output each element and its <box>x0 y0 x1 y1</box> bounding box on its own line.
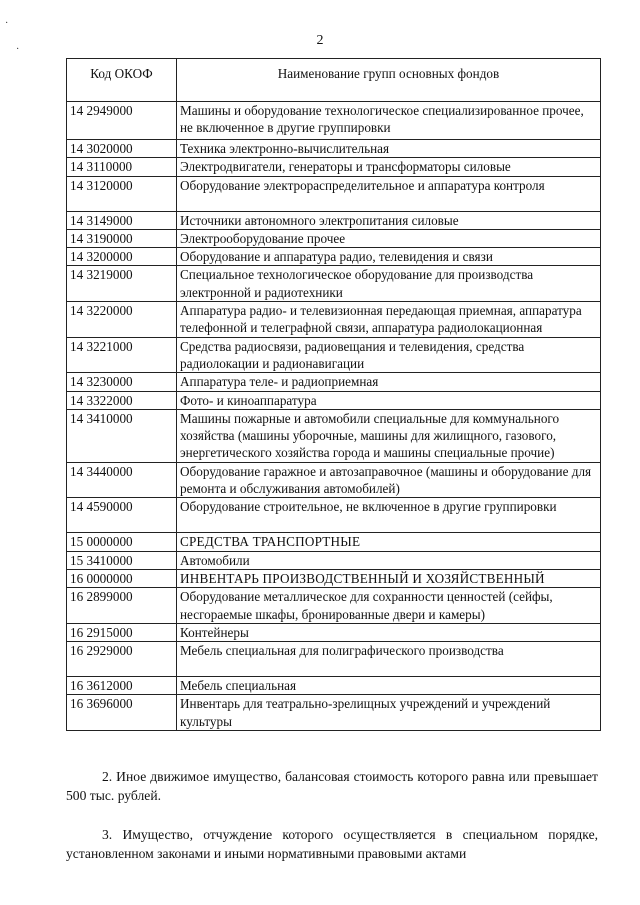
okof-code: 14 3221000 <box>67 337 177 373</box>
okof-code: 16 0000000 <box>67 569 177 587</box>
okof-code: 16 2915000 <box>67 623 177 641</box>
okof-code: 14 3149000 <box>67 211 177 229</box>
header-code: Код ОКОФ <box>67 59 177 102</box>
table-row <box>67 229 601 247</box>
table-row <box>67 677 601 695</box>
table-header-row <box>67 59 601 102</box>
group-name: Мебель специальная для полиграфического производства <box>177 642 601 677</box>
header-name: Наименование групп основных фондов <box>177 59 601 102</box>
okof-code: 14 3219000 <box>67 266 177 302</box>
table-row <box>67 211 601 229</box>
table-row <box>67 248 601 266</box>
table-row <box>67 140 601 158</box>
okof-code: 16 3612000 <box>67 677 177 695</box>
group-name: Аппаратура теле- и радиоприемная <box>177 373 601 391</box>
group-name: Автомобили <box>177 551 601 569</box>
okof-code: 15 0000000 <box>67 533 177 551</box>
okof-table <box>66 58 601 731</box>
okof-code: 14 3190000 <box>67 229 177 247</box>
okof-code: 15 3410000 <box>67 551 177 569</box>
scan-mark: · <box>16 44 20 55</box>
table-row <box>67 337 601 373</box>
group-name: Машины пожарные и автомобили специальные для коммунального хозяйства (машины уборочные, машины для жилищного, газового, энергетического хозяйства города и машины специальные прочие) <box>177 409 601 462</box>
okof-code: 14 3220000 <box>67 302 177 338</box>
group-name: Оборудование и аппаратура радио, телевидения и связи <box>177 248 601 266</box>
group-name: Оборудование электрораспределительное и аппаратура контроля <box>177 176 601 211</box>
group-name: Инвентарь для театрально-зрелищных учреждений и учреждений культуры <box>177 695 601 731</box>
okof-code: 14 3410000 <box>67 409 177 462</box>
okof-code: 16 2929000 <box>67 642 177 677</box>
page-number: 2 <box>316 33 324 48</box>
table-row <box>67 266 601 302</box>
table-row <box>67 588 601 624</box>
okof-code: 14 3230000 <box>67 373 177 391</box>
table-row <box>67 158 601 176</box>
table-row <box>67 551 601 569</box>
okof-code: 16 3696000 <box>67 695 177 731</box>
group-name: Оборудование строительное, не включенное в другие группировки <box>177 498 601 533</box>
okof-code: 14 3120000 <box>67 176 177 211</box>
group-name: СРЕДСТВА ТРАНСПОРТНЫЕ <box>177 533 601 551</box>
group-name: Техника электронно-вычислительная <box>177 140 601 158</box>
table-row <box>67 102 601 140</box>
group-name: Аппаратура радио- и телевизионная передающая приемная, аппаратура телефонной и телеграфной связи, аппаратура радиолокационная <box>177 302 601 338</box>
table-row <box>67 623 601 641</box>
table-row <box>67 569 601 587</box>
paragraph-2: 2. Иное движимое имущество, балансовая стоимость которого равна или превышает 500 тыс. рублей. <box>66 769 598 803</box>
group-name: Фото- и киноаппаратура <box>177 391 601 409</box>
okof-code: 14 3110000 <box>67 158 177 176</box>
okof-code: 14 3440000 <box>67 462 177 498</box>
okof-code: 14 3020000 <box>67 140 177 158</box>
okof-code: 14 3322000 <box>67 391 177 409</box>
table-row <box>67 391 601 409</box>
table-row <box>67 302 601 338</box>
okof-code: 14 3200000 <box>67 248 177 266</box>
scan-mark: · <box>5 18 9 29</box>
group-name: Специальное технологическое оборудование для производства электронной и радиотехники <box>177 266 601 302</box>
table-row <box>67 373 601 391</box>
group-name: Электродвигатели, генераторы и трансформаторы силовые <box>177 158 601 176</box>
table-row <box>67 409 601 462</box>
group-name: ИНВЕНТАРЬ ПРОИЗВОДСТВЕННЫЙ И ХОЗЯЙСТВЕННЫЙ <box>177 569 601 587</box>
group-name: Контейнеры <box>177 623 601 641</box>
okof-code: 14 4590000 <box>67 498 177 533</box>
group-name: Машины и оборудование технологическое специализированное прочее, не включенное в другие группировки <box>177 102 601 140</box>
group-name: Мебель специальная <box>177 677 601 695</box>
group-name: Электрооборудование прочее <box>177 229 601 247</box>
table-row <box>67 533 601 551</box>
table-row <box>67 498 601 533</box>
okof-code: 14 2949000 <box>67 102 177 140</box>
group-name: Средства радиосвязи, радиовещания и телевидения, средства радиолокации и радионавигации <box>177 337 601 373</box>
okof-code: 16 2899000 <box>67 588 177 624</box>
group-name: Источники автономного электропитания силовые <box>177 211 601 229</box>
group-name: Оборудование металлическое для сохранности ценностей (сейфы, несгораемые шкафы, бронированные двери и камеры) <box>177 588 601 624</box>
table-row <box>67 176 601 211</box>
table-row <box>67 695 601 731</box>
paragraph-3: 3. Имущество, отчуждение которого осуществляется в специальном порядке, установленном законами и иными нормативными правовыми актами <box>66 827 598 861</box>
group-name: Оборудование гаражное и автозаправочное (машины и оборудование для ремонта и обслуживания автомобилей) <box>177 462 601 498</box>
table-row <box>67 462 601 498</box>
table-row <box>67 642 601 677</box>
